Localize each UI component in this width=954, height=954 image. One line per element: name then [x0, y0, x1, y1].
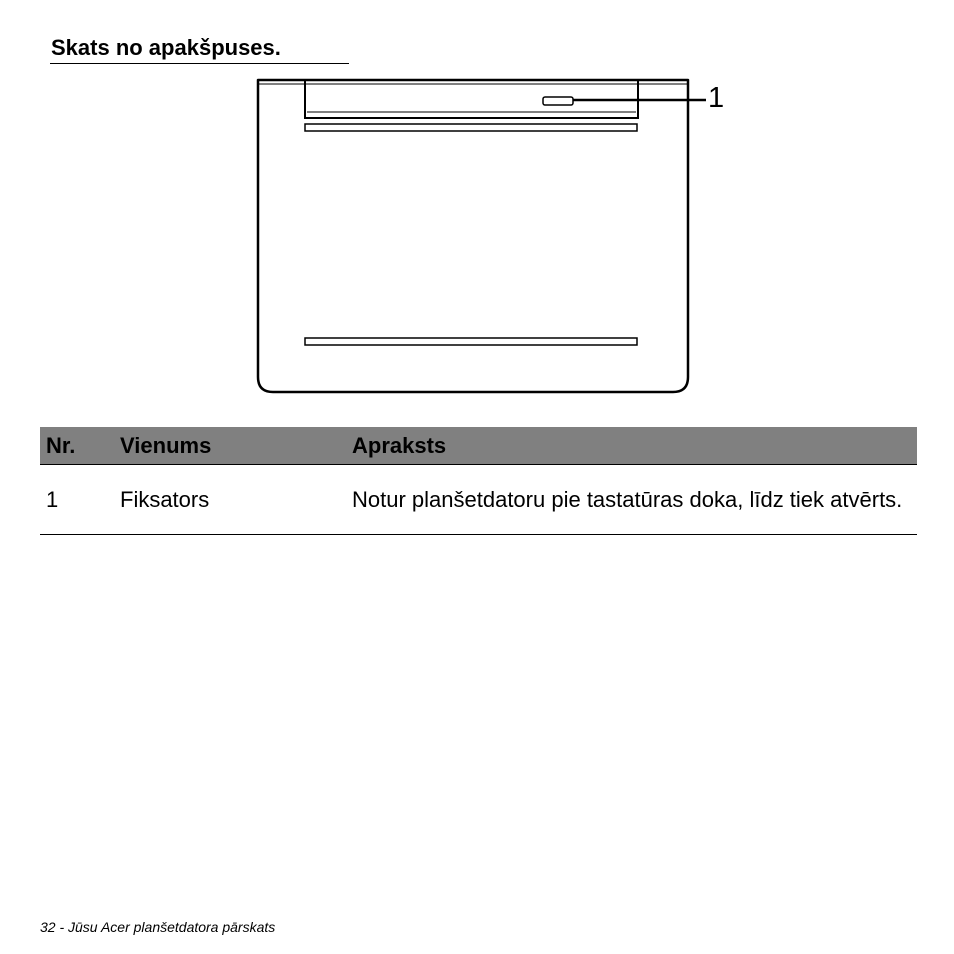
table-row: [40, 465, 917, 535]
callout-number: 1: [708, 82, 725, 114]
header-item: Vienums: [120, 427, 352, 465]
row-number: 1: [40, 465, 120, 535]
tablet-bottom-view-diagram: [240, 70, 740, 405]
title-underline: [50, 63, 349, 64]
row-description: Notur planšetdatoru pie tastatūras doka, līdz tiek atvērts.: [352, 465, 917, 535]
table-header-row: [40, 427, 917, 465]
row-item: Fiksators: [120, 465, 352, 535]
lower-foot-strip: [305, 338, 637, 345]
items-table: [40, 427, 917, 535]
upper-foot-strip: [305, 124, 637, 131]
section-title: Skats no apakšpuses.: [51, 35, 281, 60]
latch: [543, 97, 573, 105]
header-description: Apraksts: [352, 427, 917, 465]
page-footer: 32 - Jūsu Acer planšetdatora pārskats: [40, 919, 276, 935]
header-number: Nr.: [40, 427, 120, 465]
